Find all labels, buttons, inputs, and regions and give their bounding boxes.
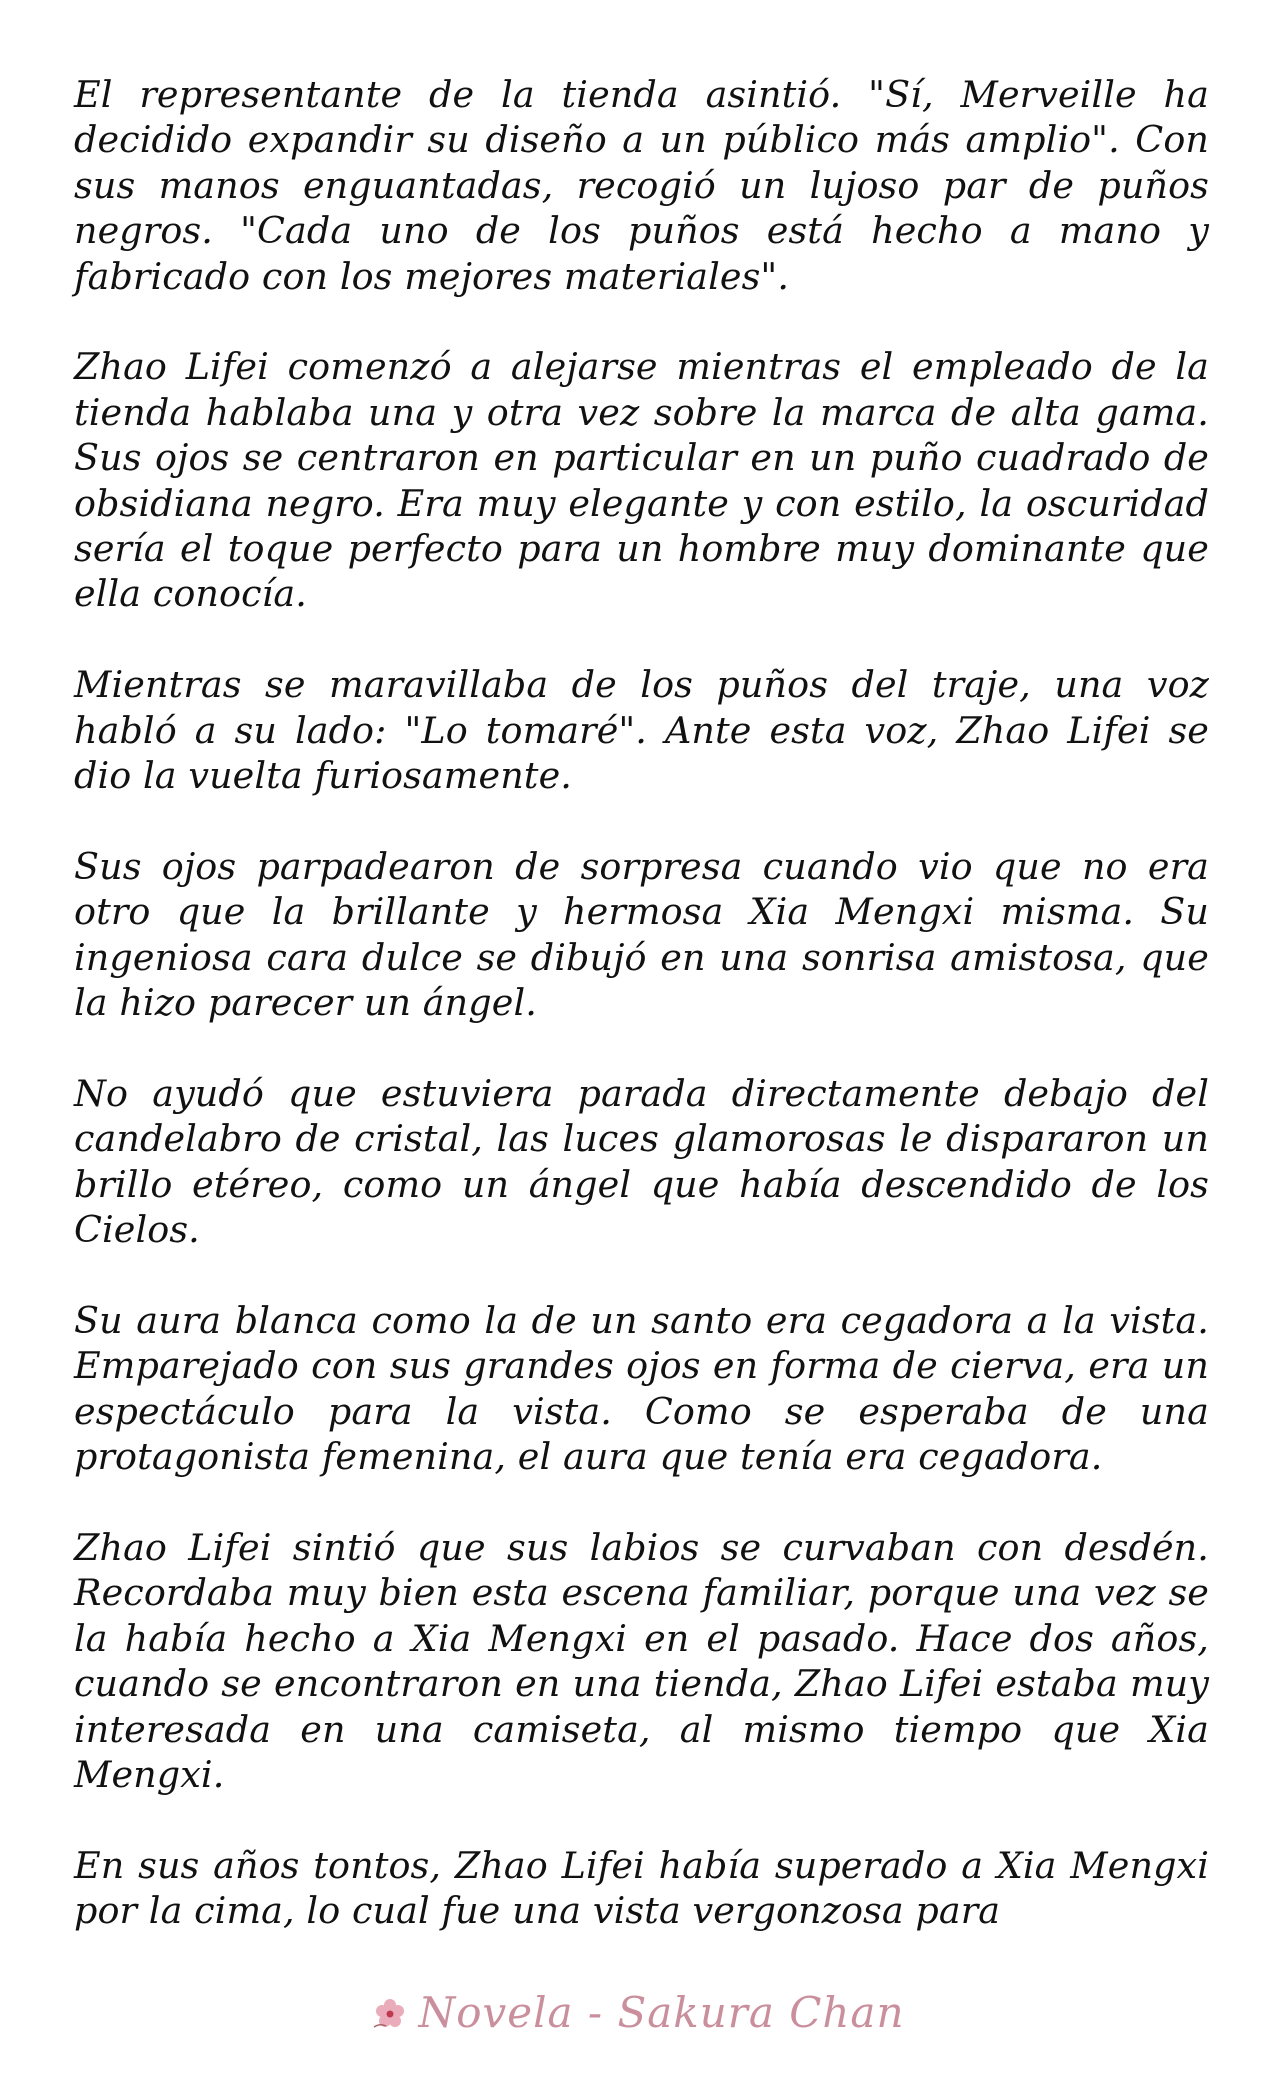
paragraph-5: No ayudó que estuviera parada directamente debajo del candelabro de cristal, las luces glamorosas le dispararon un brillo etéreo, como un ángel que había descendido de los Cielos. (74, 1071, 1209, 1252)
paragraph-7: Zhao Lifei sintió que sus labios se curvaban con desdén. Recordaba muy bien esta escena familiar, porque una vez se la había hecho a Xia Mengxi en el pasado. Hace dos años, cuando se encontraron en una tienda, Zhao Lifei estaba muy interesada en una camiseta, al mismo tiempo que Xia Mengxi. (74, 1525, 1209, 1796)
watermark-footer (0, 1988, 1275, 2037)
paragraph-1: El representante de la tienda asintió. "Sí, Merveille ha decidido expandir su diseño a un público más amplio". Con sus manos enguantadas, recogió un lujoso par de puños negros. "Cada uno de los puños está hecho a mano y fabricado con los mejores materiales". (74, 73, 1209, 298)
paragraph-8: En sus años tontos, Zhao Lifei había superado a Xia Mengxi por la cima, lo cual fue una vista vergonzosa para (74, 1843, 1209, 1933)
sakura-flower-icon (370, 1993, 410, 2033)
paragraph-6: Su aura blanca como la de un santo era cegadora a la vista. Emparejado con sus grandes ojos en forma de cierva, era un espectáculo para la vista. Como se esperaba de una protagonista femenina, el aura que tenía era cegadora. (74, 1298, 1209, 1479)
paragraph-2: Zhao Lifei comenzó a alejarse mientras el empleado de la tienda hablaba una y otra vez sobre la marca de alta gama. Sus ojos se centraron en particular en un puño cuadrado de obsidiana negro. Era muy elegante y con estilo, la oscuridad sería el toque perfecto para un hombre muy dominante que ella conocía. (74, 345, 1209, 616)
watermark-text: Novela - Sakura Chan (418, 1988, 905, 2037)
paragraph-4: Sus ojos parpadearon de sorpresa cuando vio que no era otro que la brillante y hermosa Xia Mengxi misma. Su ingeniosa cara dulce se dibujó en una sonrisa amistosa, que la hizo parecer un ángel. (74, 844, 1209, 1025)
paragraph-3: Mientras se maravillaba de los puños del traje, una voz habló a su lado: "Lo tomaré". Ante esta voz, Zhao Lifei se dio la vuelta furiosamente. (74, 663, 1209, 798)
document-body (74, 72, 1209, 1934)
